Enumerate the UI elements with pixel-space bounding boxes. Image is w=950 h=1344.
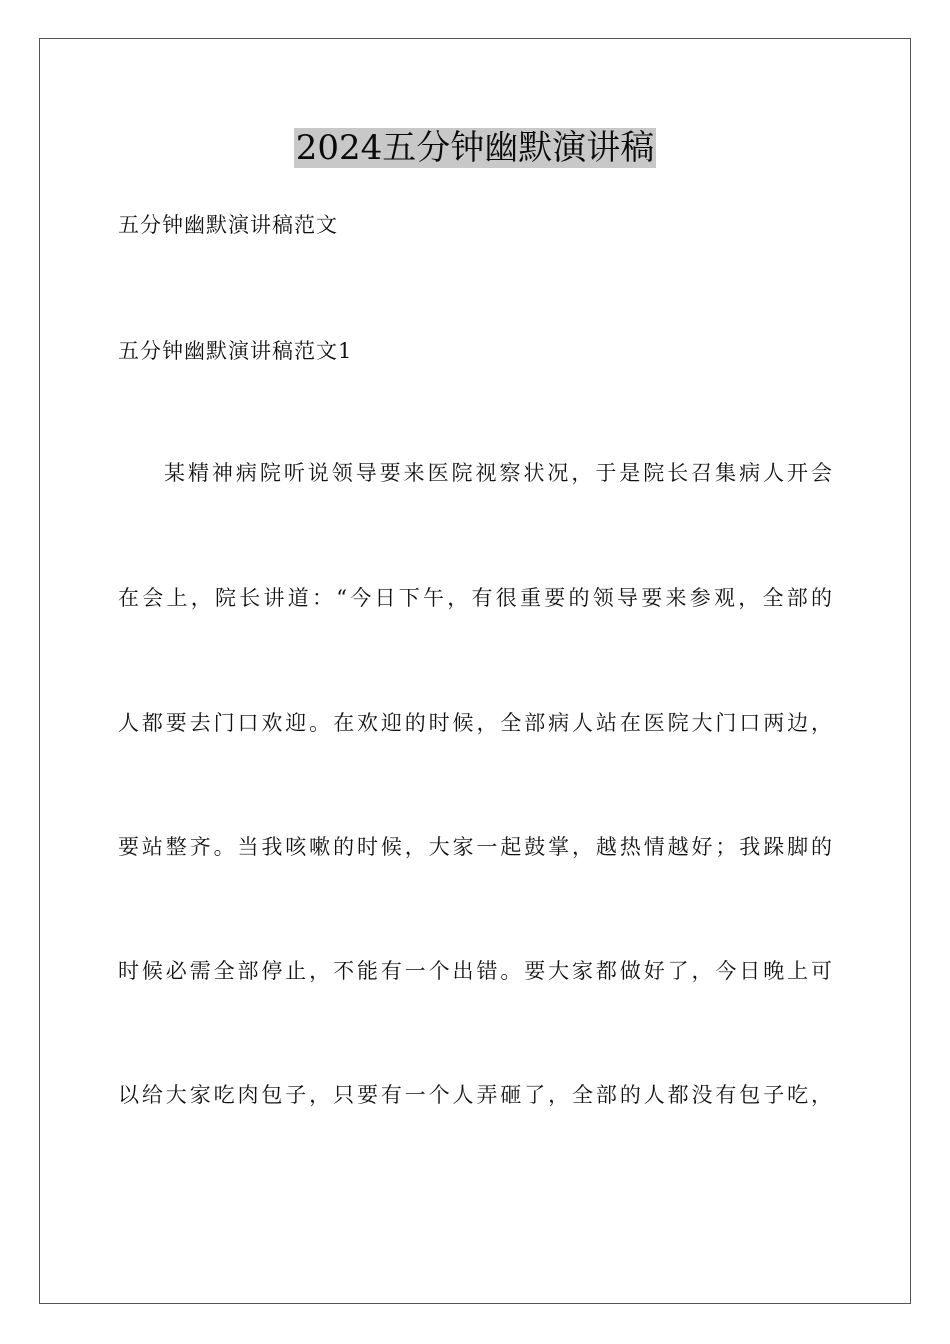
paragraph-line: 时候必需全部停止，不能有一个出错。要大家都做好了，今日晚上可 [118,959,832,983]
paragraph-line: 人都要去门口欢迎。在欢迎的时候，全部病人站在医院大门口两边， [118,711,832,735]
section-heading: 五分钟幽默演讲稿范文1 [118,339,353,363]
title-container [0,128,950,168]
paragraph-line: 在会上，院长讲道：“今日下午，有很重要的领导要来参观，全部的 [118,586,832,610]
document-title: 2024五分钟幽默演讲稿 [295,128,655,168]
paragraph-line: 以给大家吃肉包子，只要有一个人弄砸了，全部的人都没有包子吃， [118,1083,832,1107]
paragraph-line: 要站整齐。当我咳嗽的时候，大家一起鼓掌，越热情越好；我跺脚的 [118,835,832,859]
paragraph-line: 某精神病院听说领导要来医院视察状况，于是院长召集病人开会 [164,461,832,485]
document-subtitle: 五分钟幽默演讲稿范文 [118,213,338,237]
